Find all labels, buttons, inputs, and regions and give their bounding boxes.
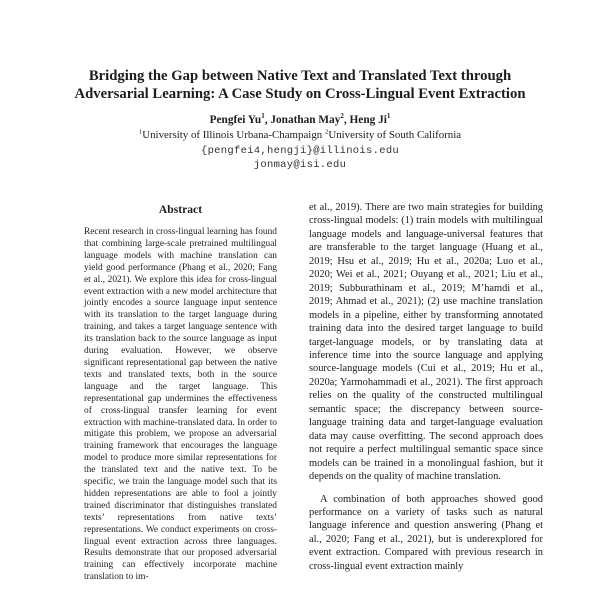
author-1-affiliation-mark: 1 — [261, 112, 265, 121]
author-2 — [270, 114, 346, 126]
authors-line — [0, 114, 600, 127]
intro-paragraph-2: A combination of both approaches showed good performance on a variety of tasks such as natural language inference and question answering (Phang et al., 2020; Fang et al., 2021), but is underexplored for event extraction. Compared with previous research in cross-lingual event extraction mainly — [309, 493, 543, 572]
affiliation-1-mark: 1 — [138, 128, 143, 136]
paper-title — [0, 67, 600, 103]
affiliations-line — [0, 129, 600, 142]
title-line-1: Bridging the Gap between Native Text and Translated Text through — [88, 68, 512, 84]
author-2-affiliation-mark: 2 — [340, 112, 344, 121]
affiliation-2-text: University of South California — [328, 129, 462, 141]
author-3-name: Heng Ji — [349, 114, 387, 126]
abstract-text: Recent research in cross-lingual learning has found that combining large-scale pretrained multilingual language models with machine translation can yield good performance (Phang et al., 2020; Fang et al., 2021). We explore this idea for cross-lingual event extraction with a new model architecture that jointly encodes a source language input sentence with its translation to the target language during training, and takes a target language sentence with its translation back to the source language as input during evaluation. However, we observe significant representational gap between the native texts and translated texts, both in the source language and the target language. This representational gap undermines the effectiveness of cross-lingual transfer learning for event extraction with machine-translated data. In order to mitigate this problem, we propose an adversarial training framework that encourages the language model to produce more similar representations for the translated text and the native text. To be specific, we train the language model such that its hidden representations are able to fool a jointly trained discriminator that distinguishes translated texts’ representations from native texts’ representations. We conduct experiments on cross-lingual event extraction across three languages. Results demonstrate that our proposed adversarial training can effectively incorporate machine translation to im- — [84, 227, 277, 583]
affiliation-1 — [139, 129, 322, 141]
affiliation-2 — [325, 129, 461, 141]
affiliation-2-mark: 2 — [324, 128, 329, 136]
email-line-2: jonmay@isi.edu — [253, 158, 347, 171]
paper-header — [0, 67, 600, 172]
author-3-affiliation-mark: 1 — [386, 112, 391, 121]
email-line-1: {pengfei4,hengji}@illinois.edu — [200, 145, 400, 157]
intro-paragraph-continuation: et al., 2019). There are two main strategies for building cross-lingual models: (1) train models with multilingual language models and language-universal features that are transferable to the target language (Huang et al., 2019; Hsu et al., 2019; Hu et al., 2020a; Luo et al., 2020; Wei et al., 2021; Ouyang et al., 2021; Liu et al., 2019; Subburathinam et al., 2019; M’hamdi et al., 2019; Ahmad et al., 2021); (2) use machine translation models in a pipeline, either by transforming annotated training data into the desired target language to build target-language models, or by translating data at inference time into the source language and applying source-language models (Cui et al., 2019; Hu et al., 2020a; Yarmohammadi et al., 2021). The first approach relies on the quality of the constructed multilingual semantic space; the discrepancy between source-language training data and target-language evaluation data may cause overfitting. The second approach does not require a perfect multilingual semantic space since models can be trained in a monolingual fashion, but it depends on the quality of machine translation. — [309, 202, 543, 483]
author-2-name: Jonathan May — [270, 114, 341, 126]
author-3 — [350, 114, 391, 126]
author-1 — [210, 114, 268, 126]
author-1-name: Pengfei Yu — [209, 114, 262, 126]
left-column — [84, 203, 277, 584]
author-separator: , — [343, 114, 347, 126]
author-separator: , — [264, 114, 268, 126]
abstract-heading: Abstract — [158, 203, 203, 216]
affiliation-1-text: University of Illinois Urbana-Champaign — [142, 129, 323, 141]
right-column — [309, 201, 543, 573]
title-line-2: Adversarial Learning: A Case Study on Cross-Lingual Event Extraction — [74, 86, 526, 102]
